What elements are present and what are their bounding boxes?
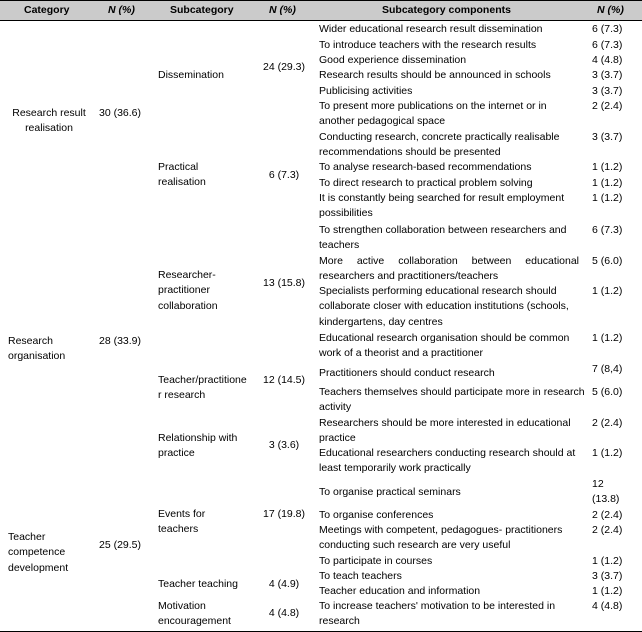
component-count: 5 (6.0): [592, 386, 623, 398]
component-count: 1 (1.2): [592, 192, 623, 204]
component-text: Teacher education and information: [319, 585, 481, 597]
component-text: Educational researchers conducting research should at least temporarily work practically: [319, 447, 576, 475]
component-count: 6 (7.3): [592, 224, 623, 236]
component-text: To teach teachers: [319, 570, 402, 582]
header-n-components: N (%): [597, 4, 624, 16]
header-components: Subcategory components: [382, 4, 511, 16]
component-text: To participate in courses: [319, 555, 433, 567]
component-count: 3 (3.7): [592, 570, 623, 582]
component-text: Teachers themselves should participate more in research activity: [319, 386, 585, 414]
component-count: 2 (2.4): [592, 417, 623, 429]
component-text: Educational research organisation should be common work of a theorist and a practitioner: [319, 332, 570, 360]
header-n-subcategory: N (%): [269, 4, 296, 16]
category-count: 30 (36.6): [98, 107, 142, 119]
component-count: 4 (4.8): [592, 600, 623, 612]
component-count: 3 (3.7): [592, 69, 623, 81]
component-count: 4 (4.8): [592, 54, 623, 66]
subcategory-count: 4 (4.9): [268, 578, 300, 590]
subcategory-count: 17 (19.8): [262, 508, 306, 520]
component-count: 1 (1.2): [592, 555, 623, 567]
component-text: Good experience dissemination: [319, 54, 467, 66]
category-label: Research result realisation: [12, 107, 86, 135]
component-text: To increase teachers' motivation to be interested in research: [319, 600, 556, 628]
subcategory-count: 6 (7.3): [268, 169, 300, 181]
component-text: To present more publications on the internet or in another pedagogical space: [319, 100, 547, 128]
component-text: Publicising activities: [319, 85, 413, 97]
subcategory-label: Relationship with practice: [158, 432, 238, 460]
header-category: Category: [24, 4, 70, 16]
component-text: It is constantly being searched for result employment possibilities: [319, 192, 565, 220]
component-text: To organise practical seminars: [319, 486, 461, 498]
component-text: To direct research to practical problem solving: [319, 177, 533, 189]
component-text: To introduce teachers with the research results: [319, 39, 537, 51]
component-count: 6 (7.3): [592, 39, 623, 51]
subcategory-label: Researcher-practitioner collaboration: [158, 269, 218, 312]
component-text: Researchers should be more interested in educational practice: [319, 417, 571, 445]
subcategory-label: Motivation encouragement: [158, 600, 231, 628]
subcategory-count: 13 (15.8): [262, 277, 306, 289]
subcategory-count: 4 (4.8): [268, 607, 300, 619]
subcategory-label: Teacher/practitioner research: [158, 374, 247, 402]
subcategory-count: 12 (14.5): [262, 374, 306, 386]
component-text: Meetings with competent, pedagogues- practitioners conducting such research are very useful: [319, 524, 563, 552]
component-count: 7 (8,4): [592, 363, 623, 375]
component-text: Research results should be announced in schools: [319, 69, 551, 81]
component-count: 3 (3.7): [592, 85, 623, 97]
component-text: To organise conferences: [319, 509, 434, 521]
component-count: 2 (2.4): [592, 509, 623, 521]
category-count: 28 (33.9): [98, 335, 142, 347]
subcategory-count: 24 (29.3): [262, 61, 306, 73]
component-text: More active collaboration between educational researchers and practitioners/teachers: [319, 255, 579, 283]
subcategory-label: Events for teachers: [158, 508, 206, 536]
header-subcategory: Subcategory: [170, 4, 234, 16]
header-rule: [0, 20, 642, 21]
component-count: 6 (7.3): [592, 23, 623, 35]
component-text: Conducting research, concrete practically realisable recommendations should be presented: [319, 131, 560, 159]
component-count: 5 (6.0): [592, 255, 623, 267]
component-text: Wider educational research result dissemination: [319, 23, 543, 35]
category-count: 25 (29.5): [98, 539, 142, 551]
component-count: 3 (3.7): [592, 131, 623, 143]
category-label: Teacher competence development: [8, 531, 69, 574]
top-rule: [0, 0, 642, 1]
header-n-category: N (%): [108, 4, 135, 16]
component-count: 1 (1.2): [592, 585, 623, 597]
component-count: 1 (1.2): [592, 285, 623, 297]
component-count: 1 (1.2): [592, 177, 623, 189]
component-count: 2 (2.4): [592, 100, 623, 112]
subcategory-label: Teacher teaching: [158, 578, 238, 590]
component-count: 1 (1.2): [592, 447, 623, 459]
component-text: Practitioners should conduct research: [319, 367, 495, 379]
subcategory-label: Dissemination: [158, 69, 224, 81]
component-text: Specialists performing educational research should collaborate closer with education institutions (schools, kindergartens, day centres: [319, 285, 569, 328]
component-text: To strengthen collaboration between researchers and teachers: [319, 224, 567, 252]
component-count: 1 (1.2): [592, 332, 623, 344]
component-count: 1 (1.2): [592, 161, 623, 173]
category-label: Research organisation: [8, 335, 66, 363]
subcategory-label: Practical realisation: [158, 161, 206, 189]
subcategory-count: 3 (3.6): [268, 439, 300, 451]
component-count: 12 (13.8): [592, 478, 620, 506]
component-count: 2 (2.4): [592, 524, 623, 536]
table-header: [0, 0, 642, 20]
component-text: To analyse research-based recommendations: [319, 161, 532, 173]
